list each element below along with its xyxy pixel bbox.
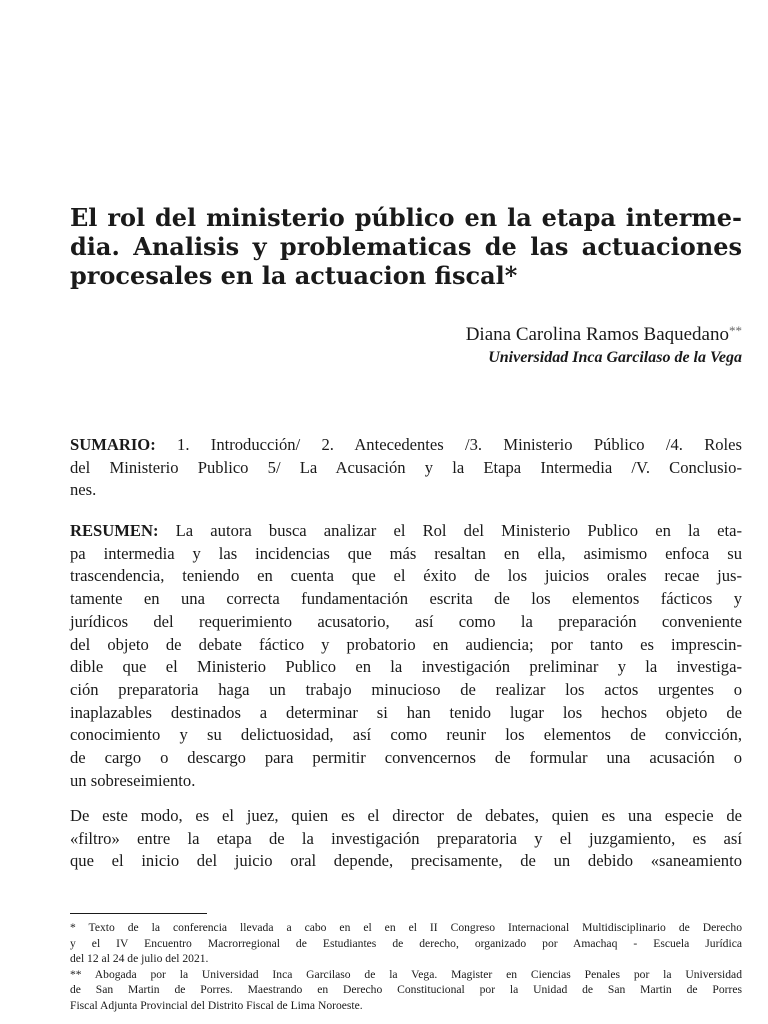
sumario-paragraph bbox=[70, 434, 742, 502]
resumen-line: un sobreseimiento. bbox=[70, 770, 196, 790]
sumario-line bbox=[70, 434, 742, 457]
resumen-line: de cargo o descargo para permitir convencernos de formular una acusación o bbox=[70, 748, 742, 768]
author-name: Diana Carolina Ramos Baquedano bbox=[465, 324, 729, 345]
author-affiliation: Universidad Inca Garcilaso de la Vega bbox=[488, 349, 742, 366]
resumen-label: RESUMEN: bbox=[70, 521, 159, 540]
footnote-line: del 12 al 24 de julio del 2021. bbox=[70, 952, 209, 966]
title-line-1: El rol del ministerio público en la etapa interme- bbox=[70, 203, 742, 232]
author-line bbox=[466, 320, 742, 346]
resumen-line: inaplazables destinados a determinar si han tenido lugar los hechos objeto de bbox=[70, 702, 742, 722]
article-title bbox=[70, 203, 742, 290]
author-footnote-marker: ** bbox=[729, 323, 742, 338]
resumen-line: pa intermedia y las incidencias que más resaltan en ella, asimismo enfoca su bbox=[70, 543, 742, 563]
body-line: De este modo, es el juez, quien es el director de debates, quien es una especie de bbox=[70, 806, 742, 825]
resumen-line: jurídicos del requerimiento acusatorio, así como la preparación conveniente bbox=[70, 611, 742, 631]
footnote-divider bbox=[70, 913, 207, 914]
footnote-line: ** Abogada por la Universidad Inca Garcilaso de la Vega. Magister en Ciencias Penales por la Universidad bbox=[70, 967, 742, 981]
resumen-text: La autora busca analizar el Rol del Ministerio Publico en la eta- bbox=[158, 521, 742, 540]
title-line-3: procesales en la actuacion fiscal* bbox=[70, 261, 518, 290]
resumen-line: ción preparatoria haga un trabajo minucioso de realizar los actos urgentes o bbox=[70, 679, 742, 699]
sumario-text: 1. Introducción/ 2. Antecedentes /3. Ministerio Público /4. Roles bbox=[155, 435, 742, 454]
resumen-line: conocimiento y su delictuosidad, así como reunir los elementos de convicción, bbox=[70, 725, 742, 745]
resumen-line bbox=[70, 520, 742, 543]
resumen-line: del objeto de debate fáctico y probatorio en audiencia; por tanto es imprescin- bbox=[70, 634, 742, 654]
footnote-line: de San Martin de Porres. Maestrando en Derecho Constitucional por la Unidad de San Martin de Porres bbox=[70, 983, 742, 997]
body-paragraph bbox=[70, 805, 742, 873]
resumen-line: dible que el Ministerio Publico en la investigación preliminar y la investiga- bbox=[70, 657, 742, 677]
title-line-2: dia. Analisis y problematicas de las actuaciones bbox=[70, 232, 742, 261]
sumario-line: del Ministerio Publico 5/ La Acusación y la Etapa Intermedia /V. Conclusio- bbox=[70, 457, 742, 477]
body-line: que el inicio del juicio oral depende, precisamente, de un debido «saneamiento bbox=[70, 851, 742, 871]
footnotes bbox=[70, 920, 742, 1014]
body-line: «filtro» entre la etapa de la investigación preparatoria y el juzgamiento, es así bbox=[70, 828, 742, 848]
resumen-paragraph bbox=[70, 520, 742, 792]
sumario-label: SUMARIO: bbox=[70, 435, 156, 454]
footnote-line: * Texto de la conferencia llevada a cabo en el en el II Congreso Internacional Multidisciplinario de Derecho bbox=[70, 921, 742, 934]
footnote-line: Fiscal Adjunta Provincial del Distrito Fiscal de Lima Noroeste. bbox=[70, 998, 363, 1012]
resumen-line: tamente en una correcta fundamentación escrita de los elementos fácticos y bbox=[70, 589, 742, 609]
footnote-line: y el IV Encuentro Macrorregional de Estudiantes de derecho, organizado por Amachaq - Escuela Jurídica bbox=[70, 936, 742, 950]
sumario-line: nes. bbox=[70, 480, 97, 500]
resumen-line: trascendencia, teniendo en cuenta que el éxito de los juicios orales recae jus- bbox=[70, 566, 742, 586]
